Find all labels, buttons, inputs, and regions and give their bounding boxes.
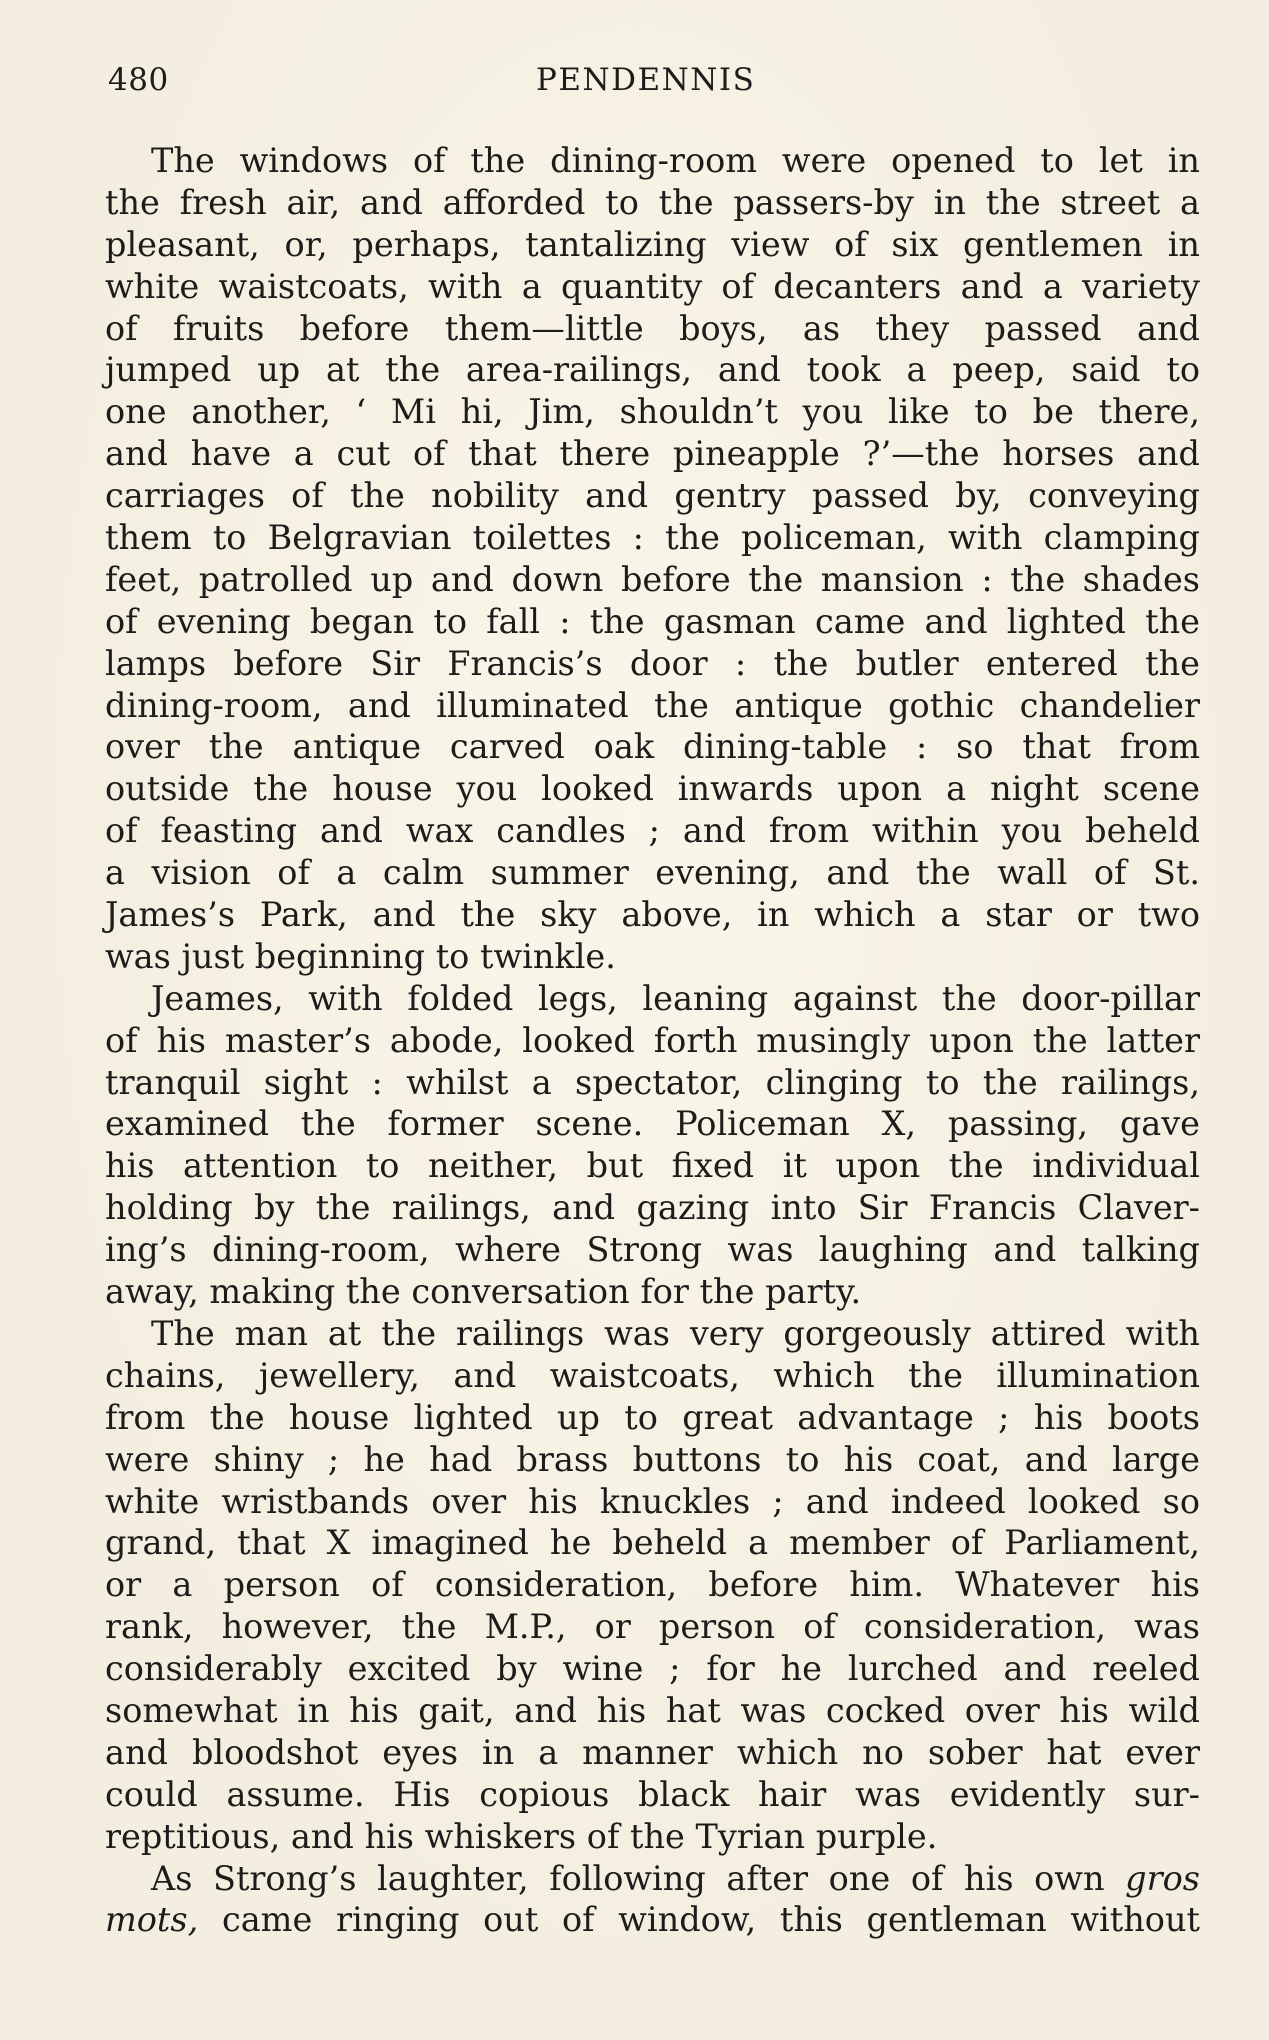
text-line [105, 685, 1200, 727]
text-line [105, 1690, 1200, 1732]
text-line [105, 182, 1200, 224]
text-line [105, 1481, 1200, 1523]
text-line [105, 1858, 1200, 1900]
line-text: could assume. His copious black hair was evidently sur- [105, 1774, 1200, 1814]
line-text: tranquil sight : whilst a spectator, clinging to the railings, [105, 1062, 1200, 1102]
line-text: or a person of consideration, before him. Whatever his [105, 1565, 1200, 1605]
text-line [105, 768, 1200, 810]
line-text: considerably excited by wine ; for he lurched and reeled [105, 1649, 1200, 1689]
italic-word: mots, [105, 1900, 199, 1940]
line-text: The windows of the dining-room were opened to let in [151, 141, 1200, 180]
line-text: feet, patrolled up and down before the mansion : the shades [105, 559, 1200, 599]
line-text: white waistcoats, with a quantity of decanters and a variety [105, 266, 1200, 306]
text-line [105, 1145, 1200, 1187]
text-line [105, 601, 1200, 643]
line-text: reptitious, and his whiskers of the Tyrian purple. [105, 1816, 938, 1856]
text-line [105, 391, 1200, 433]
line-text: dining-room, and illuminated the antique gothic chandelier [105, 685, 1200, 725]
text-line [105, 1020, 1200, 1062]
line-text: from the house lighted up to great advantage ; his boots [105, 1397, 1200, 1437]
line-text: came ringing out of window, this gentleman without [221, 1900, 1200, 1940]
text-line [105, 1564, 1200, 1606]
line-text: outside the house you looked inwards upon a night scene [105, 769, 1200, 809]
page-number: 480 [108, 62, 169, 98]
text-line [105, 1816, 1200, 1858]
line-text: of fruits before them—little boys, as they passed and [105, 308, 1200, 348]
line-text: the fresh air, and afforded to the passers-by in the street a [105, 182, 1200, 222]
line-text: ing’s dining-room, where Strong was laughing and talking [105, 1230, 1200, 1270]
text-line [105, 433, 1200, 475]
text-line [105, 726, 1200, 768]
text-line [105, 1439, 1200, 1481]
text-line [105, 936, 1200, 978]
line-text: of feasting and wax candles ; and from within you beheld [105, 811, 1200, 851]
line-text: carriages of the nobility and gentry passed by, conveying [105, 476, 1200, 516]
text-line [105, 1522, 1200, 1564]
line-text: and bloodshot eyes in a manner which no sober hat ever [105, 1732, 1200, 1772]
line-text: of his master’s abode, looked forth musingly upon the latter [105, 1020, 1200, 1060]
text-line [105, 1899, 1200, 1941]
line-text: lamps before Sir Francis’s door : the butler entered the [105, 643, 1200, 683]
line-text: pleasant, or, perhaps, tantalizing view of six gentlemen in [105, 224, 1200, 264]
line-text: As Strong’s laughter, following after one of his own [151, 1858, 1105, 1898]
line-text: holding by the railings, and gazing into Sir Francis Claver- [105, 1188, 1200, 1228]
text-line [105, 978, 1200, 1020]
text-line [105, 517, 1200, 559]
text-line [105, 559, 1200, 601]
text-line [105, 266, 1200, 308]
line-text: of evening began to fall : the gasman came and lighted the [105, 601, 1200, 641]
line-text: white wristbands over his knuckles ; and indeed looked so [105, 1481, 1200, 1521]
line-text: chains, jewellery, and waistcoats, which the illumination [105, 1355, 1200, 1395]
line-text: James’s Park, and the sky above, in which a star or two [105, 895, 1200, 935]
line-text: and have a cut of that there pineapple ?’—the horses and [105, 434, 1200, 474]
line-text: one another, ‘ Mi hi, Jim, shouldn’t you like to be there, [105, 392, 1200, 432]
line-text: examined the former scene. Policeman X, passing, gave [105, 1104, 1200, 1144]
line-text: rank, however, the M.P., or person of consideration, was [105, 1607, 1200, 1647]
text-line [105, 643, 1200, 685]
text-line [105, 1774, 1200, 1816]
text-line [105, 852, 1200, 894]
text-line [105, 1103, 1200, 1145]
text-line [105, 1732, 1200, 1774]
line-text: were shiny ; he had brass buttons to his coat, and large [105, 1439, 1200, 1479]
text-line [105, 349, 1200, 391]
line-text: a vision of a calm summer evening, and the wall of St. [105, 853, 1200, 893]
text-line [105, 224, 1200, 266]
text-line [105, 810, 1200, 852]
line-text: them to Belgravian toilettes : the policeman, with clamping [105, 518, 1200, 558]
text-line [105, 1355, 1200, 1397]
line-text: over the antique carved oak dining-table : so that from [105, 727, 1200, 767]
text-line [105, 1062, 1200, 1104]
text-line [105, 1313, 1200, 1355]
line-text: jumped up at the area-railings, and took a peep, said to [105, 350, 1200, 390]
body-text [105, 140, 1200, 1941]
line-text: Jeames, with folded legs, leaning against the door-pillar [151, 978, 1200, 1018]
line-text: was just beginning to twinkle. [105, 936, 616, 976]
text-line [105, 1606, 1200, 1648]
text-line [105, 1271, 1200, 1313]
line-text: somewhat in his gait, and his hat was cocked over his wild [105, 1690, 1200, 1730]
italic-word: gros [1125, 1858, 1200, 1898]
line-text: away, making the conversation for the party. [105, 1272, 862, 1312]
text-line [105, 140, 1200, 182]
text-line [105, 475, 1200, 517]
text-line [105, 1648, 1200, 1690]
line-text: his attention to neither, but fixed it upon the individual [105, 1146, 1200, 1186]
text-line [105, 1187, 1200, 1229]
text-line [105, 1229, 1200, 1271]
line-text: The man at the railings was very gorgeously attired with [151, 1313, 1200, 1353]
page-header [108, 62, 1198, 106]
text-line [105, 1397, 1200, 1439]
text-line [105, 894, 1200, 936]
running-head: PENDENNIS [536, 62, 756, 98]
text-line [105, 308, 1200, 350]
line-text: grand, that X imagined he beheld a member of Parliament, [105, 1523, 1200, 1563]
